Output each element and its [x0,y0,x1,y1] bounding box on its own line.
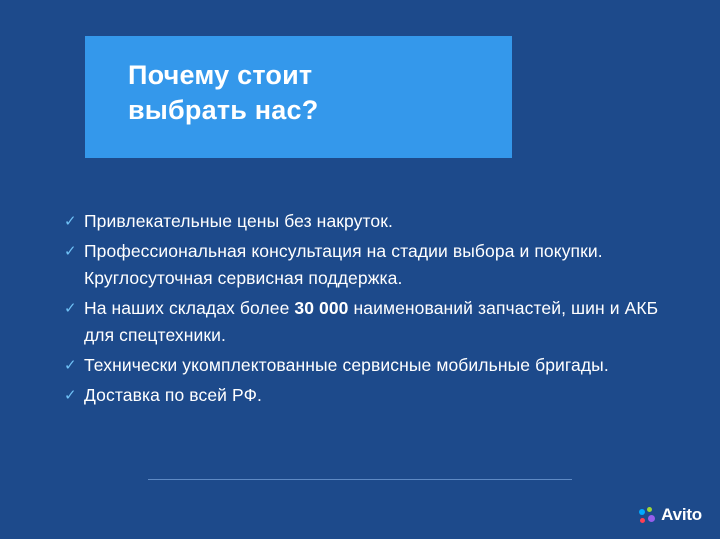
list-item [62,352,662,379]
list-item [62,238,662,292]
list-item [62,208,662,235]
check-icon: ✓ [64,213,77,230]
title-box [85,36,512,158]
avito-watermark-label: Avito [661,505,702,524]
divider [148,479,572,480]
list-item-text-part: наименований запчастей, шин и АКБ для спецтехники. [84,298,659,345]
list-item-text: Привлекательные цены без накруток. [84,211,393,231]
check-icon: ✓ [64,357,77,374]
avito-watermark [639,505,702,525]
check-icon: ✓ [64,300,77,317]
list-item-text-part: На наших складах более [84,298,295,318]
list-item-text: Профессиональная консультация на стадии выбора и покупки. Круглосуточная сервисная поддержка. [84,241,603,288]
bullet-list [62,208,662,412]
check-icon: ✓ [64,387,77,404]
list-item [62,295,662,349]
list-item-text: Доставка по всей РФ. [84,385,262,405]
title-line-2: выбрать нас? [128,95,319,125]
list-item-text: Технически укомплектованные сервисные мобильные бригады. [84,355,609,375]
check-icon: ✓ [64,243,77,260]
list-item-highlight: 30 000 [294,298,349,318]
avito-dots-logo [639,507,656,524]
list-item [62,382,662,409]
list-item-text [84,295,662,349]
title-line-1: Почему стоит [128,60,313,90]
